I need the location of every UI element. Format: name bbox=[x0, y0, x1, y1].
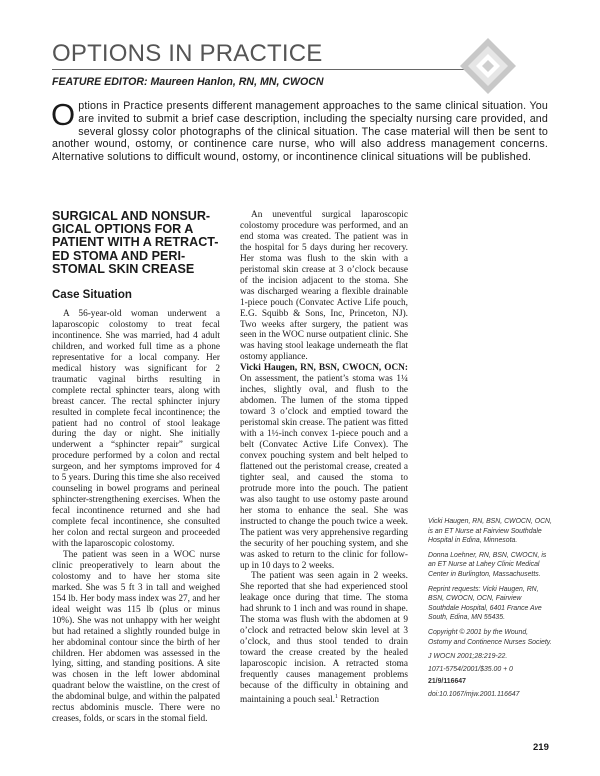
title-line: GICAL OPTIONS FOR A bbox=[52, 222, 194, 237]
title-line: PATIENT WITH A RETRACT- bbox=[52, 235, 219, 250]
body-paragraph: A 56-year-old woman underwent a laparoscopic colostomy to treat fecal incontinence. She was married, had 4 adult children, and worked full time as a phone representative for a local company. Her medical history was significant for 2 traumatic vaginal births resulting in complete rectal sphincter tears, along with breast cancer. The rectal sphincter injury resulted in complete fecal incontinence; the patient had no control of stool leakage during the day or night. She initially underwent a “sphincter repair” surgical procedure performed by a colon and rectal surgeon, and her symptoms improved for 4 to 5 years. During this time she also received counseling in bowel programs and perineal sphincter-strengthening exercises. When the fecal incontinence returned and she had complete fecal incontinence, she consulted her colon and rectal surgeon and proceeded with the laparoscopic colostomy. bbox=[52, 308, 220, 549]
paragraph-continuation: Retraction bbox=[338, 695, 380, 706]
title-line: SURGICAL AND NONSUR- bbox=[52, 209, 211, 223]
responder-name: Vicki Haugen, RN, BSN, CWOCN, OCN: bbox=[240, 363, 408, 374]
column-2 bbox=[240, 210, 408, 706]
footnote-ref: 1 bbox=[335, 693, 339, 700]
page-number: 219 bbox=[533, 742, 549, 753]
intro-text: ptions in Practice presents different management approaches to the same clinical situation. You are invited to submit a brief case description, including the specialty nursing care provided, and several glossy color photographs of the clinical situation. The case material will then be sent to another wound, ostomy, or continence care nurse, who will also address management concerns. Alternative solutions to difficult wound, ostomy, or incontinence clinical situations will be published. bbox=[52, 100, 548, 164]
paragraph-text: The patient was seen again in 2 weeks. She reported that she had experienced stool leakage once during that time. The stoma had shrunk to 1 inch and was round in shape. The stoma was flush with the abdomen at 9 o’clock and retracted below skin level at 3 o’clock, and thus stool tended to drain toward the crease created by the healed laparoscopic incision. A retracted stoma frequently causes management problems because of the difficulty in obtaining and maintaining a pouch seal. bbox=[240, 571, 408, 706]
title-line: STOMAL SKIN CREASE bbox=[52, 261, 195, 276]
title-line: ED STOMA AND PERI- bbox=[52, 248, 186, 263]
diamond-logo-icon bbox=[458, 36, 518, 96]
column-1 bbox=[52, 210, 220, 725]
header-rule bbox=[52, 69, 512, 70]
section-heading: Case Situation bbox=[52, 289, 132, 302]
reprint-requests: Reprint requests: Vicki Haugen, RN, BSN, CWOCN, OCN, Fairview Southdale Hospital, 6401 France Ave South, Edina, MN 55435. bbox=[428, 585, 542, 622]
body-paragraph: The patient was seen in a WOC nurse clinic preoperatively to learn about the colostomy and to have her stoma site marked. She was 5 ft 3 in tall and weighed 154 lb. Her body mass index was 27, and her ideal weight was 115 lb (plus or minus 10%). She was not unhappy with her weight but had retained a slightly rounded bulge in her abdominal contour since the birth of her children. Her abdomen was assessed in the lying, sitting, and standing positions. A site was chosen in the left lower abdominal quadrant below the waistline, on the crest of the abdominal bulge, and within the palpated rectus abdominis muscle. There were no creases, folds, or scars in the stomal field. bbox=[52, 549, 220, 725]
intro-paragraph bbox=[51, 97, 548, 164]
body-paragraph bbox=[240, 571, 408, 706]
body-paragraph: An uneventful surgical laparoscopic colostomy procedure was performed, and an end stoma was created. The patient was in the hospital for 5 days during her recovery. Her stoma was flush to the skin with a peristomal skin crease at 3 o’clock because of the incision adjacent to the stoma. She was discharged wearing a flexible drainable 1-piece pouch (Convatec Active Life pouch, E.G. Squibb & Sons, Inc, Princeton, NJ). Two weeks after surgery, the patient was seen in the WOC nurse outpatient clinic. She was having stool leakage underneath the flat ostomy appliance. bbox=[240, 210, 408, 363]
section-title: OPTIONS IN PRACTICE bbox=[52, 40, 323, 67]
author-response-paragraph bbox=[240, 363, 408, 571]
author-affiliation: Vicki Haugen, RN, BSN, CWOCN, OCN, is an ET Nurse at Fairview Southdale Hospital in Edina, Minnesota. bbox=[428, 518, 552, 545]
doi: doi:10.1067/mjw.2001.116647 bbox=[428, 690, 520, 698]
author-affiliation: Donna Loehner, RN, BSN, CWOCN, is an ET Nurse at Lahey Clinic Medical Center in Burlington, Massachusetts. bbox=[428, 551, 547, 578]
journal-citation: J WOCN 2001;28:219-22. bbox=[428, 653, 508, 661]
response-text: On assessment, the patient’s stoma was 1¼ inches, slightly oval, and flush to the abdomen. The lumen of the stoma tipped toward 3 o’clock and emptied toward the peristomal skin crease. The patient was fitted with a 1½-inch convex 1-piece pouch and a belt (Convatec Active Life Convex). The convex pouching system and belt helped to flattened out the peristomal crease, created a tighter seal, and caused the stoma to protrude more into the pouch. The patient was also taught to use ostomy paste around her stoma to enhance the seal. She was instructed to change the pouch twice a week. The patient was very apprehensive regarding the security of her pouching system, and she was asked to return to the clinic for follow-up in 10 days to 2 weeks. bbox=[240, 374, 408, 571]
drop-cap: O bbox=[51, 97, 76, 132]
feature-editor: FEATURE EDITOR: Maureen Hanlon, RN, MN, CWOCN bbox=[52, 76, 324, 88]
author-sidebar bbox=[428, 517, 552, 703]
article-title bbox=[52, 210, 220, 276]
issn: 1071-5754/2001/$35.00 + 0 bbox=[428, 665, 513, 673]
article-code: 21/9/116647 bbox=[428, 678, 466, 686]
copyright-notice: Copyright © 2001 by the Wound, Ostomy and Continence Nurses Society. bbox=[428, 628, 552, 646]
